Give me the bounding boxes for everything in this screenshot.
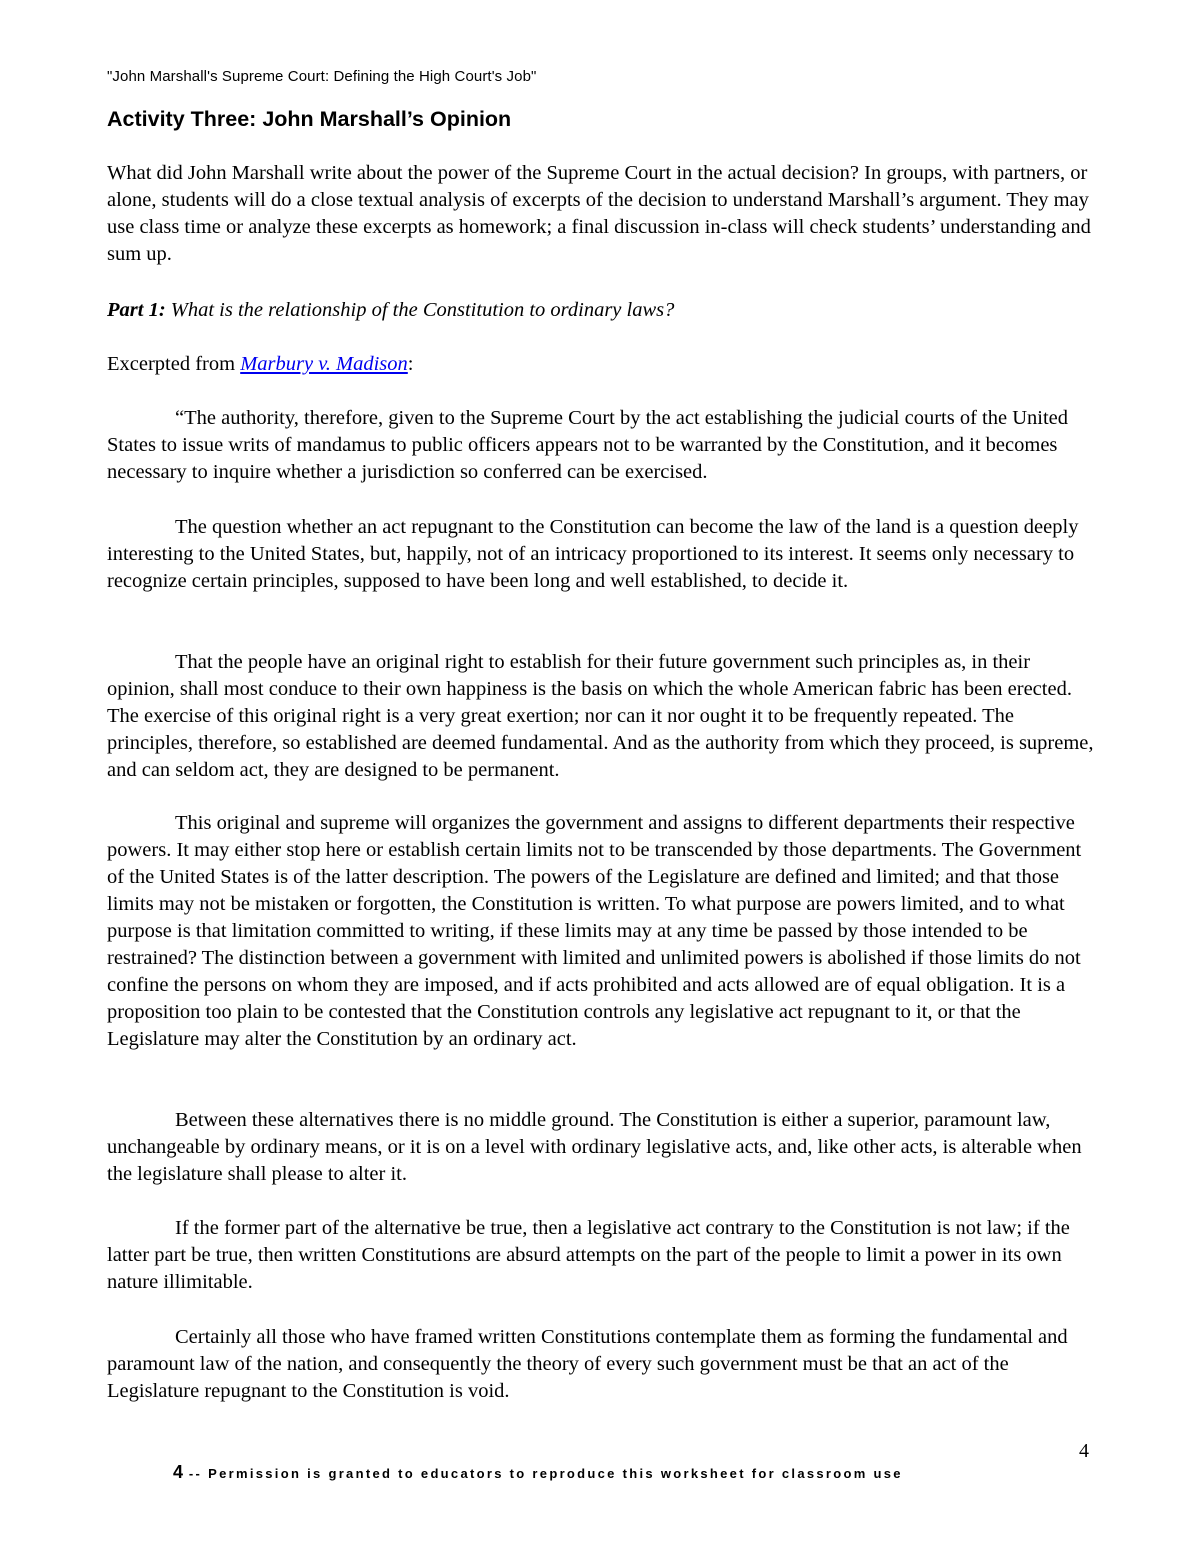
running-header: "John Marshall's Supreme Court: Defining the High Court's Job"	[107, 68, 537, 85]
quote-paragraph: “The authority, therefore, given to the Supreme Court by the act establishing the judicial courts of the United States to issue writs of mandamus to public officers appears not to be warranted by the Constitution, and it becomes necessary to inquire whether a jurisdiction so conferred can be exercised.	[107, 407, 1069, 483]
excerpt-prefix: Excerpted from	[107, 353, 241, 375]
part-heading	[107, 297, 1102, 324]
quote-paragraph: The question whether an act repugnant to the Constitution can become the law of the land is a question deeply interesting to the United States, but, happily, not of an intricacy proportioned to its interest. It seems only necessary to recognize certain principles, supposed to have been long and well established, to decide it.	[107, 516, 1079, 592]
quote-paragraph: That the people have an original right to establish for their future government such principles as, in their opinion, shall most conduce to their own happiness is the basis on which the whole American fabric has been erected. The exercise of this original right is a very great exertion; nor can it nor ought it to be frequently repeated. The principles, therefore, so established are deemed fundamental. And as the authority from which they proceed, is supreme, and can seldom act, they are designed to be permanent.	[107, 651, 1094, 781]
part-label: Part 1:	[107, 299, 166, 321]
quote-paragraph: Certainly all those who have framed written Constitutions contemplate them as forming the fundamental and paramount law of the nation, and consequently the theory of every such government must be that an act of the Legislature repugnant to the Constitution is void.	[107, 1326, 1068, 1402]
activity-title: Activity Three: John Marshall’s Opinion	[107, 107, 512, 131]
footer-number: 4	[173, 1462, 184, 1482]
part-question: What is the relationship of the Constitution to ordinary laws?	[170, 299, 675, 321]
marbury-v-madison-link[interactable]: Marbury v. Madison	[240, 353, 408, 375]
quote-paragraph: This original and supreme will organizes the government and assigns to different departments their respective powers. It may either stop here or establish certain limits not to be transcended by those departments. The Government of the United States is of the latter description. The powers of the Legislature are defined and limited; and that those limits may not be mistaken or forgotten, the Constitution is written. To what purpose are powers limited, and to what purpose is that limitation committed to writing, if these limits may at any time be passed by those intended to be restrained? The distinction between a government with limited and unlimited powers is abolished if those limits do not confine the persons on whom they are imposed, and if acts prohibited and acts allowed are of equal obligation. It is a proposition too plain to be contested that the Constitution controls any legislative act repugnant to it, or that the Legislature may alter the Constitution by an ordinary act.	[107, 812, 1082, 1050]
footer-permission	[173, 1462, 903, 1483]
quote-paragraph: If the former part of the alternative be true, then a legislative act contrary to the Constitution is not law; if the latter part be true, then written Constitutions are absurd attempts on the part of the people to limit a power in its own nature illimitable.	[107, 1217, 1070, 1293]
footer-text: -- Permission is granted to educators to reproduce this worksheet for classroom use	[183, 1466, 903, 1481]
intro-paragraph: What did John Marshall write about the power of the Supreme Court in the actual decision? In groups, with partners, or alone, students will do a close textual analysis of excerpts of the decision to understand Marshall’s argument. They may use class time or analyze these excerpts as homework; a final discussion in-class will check students’ understanding and sum up.	[107, 162, 1091, 265]
excerpt-source-line	[107, 351, 1102, 378]
page-number: 4	[1079, 1440, 1089, 1462]
excerpt-suffix: :	[407, 353, 414, 375]
quote-paragraph: Between these alternatives there is no middle ground. The Constitution is either a superior, paramount law, unchangeable by ordinary means, or it is on a level with ordinary legislative acts, and, like other acts, is alterable when the legislature shall please to alter it.	[107, 1109, 1082, 1185]
